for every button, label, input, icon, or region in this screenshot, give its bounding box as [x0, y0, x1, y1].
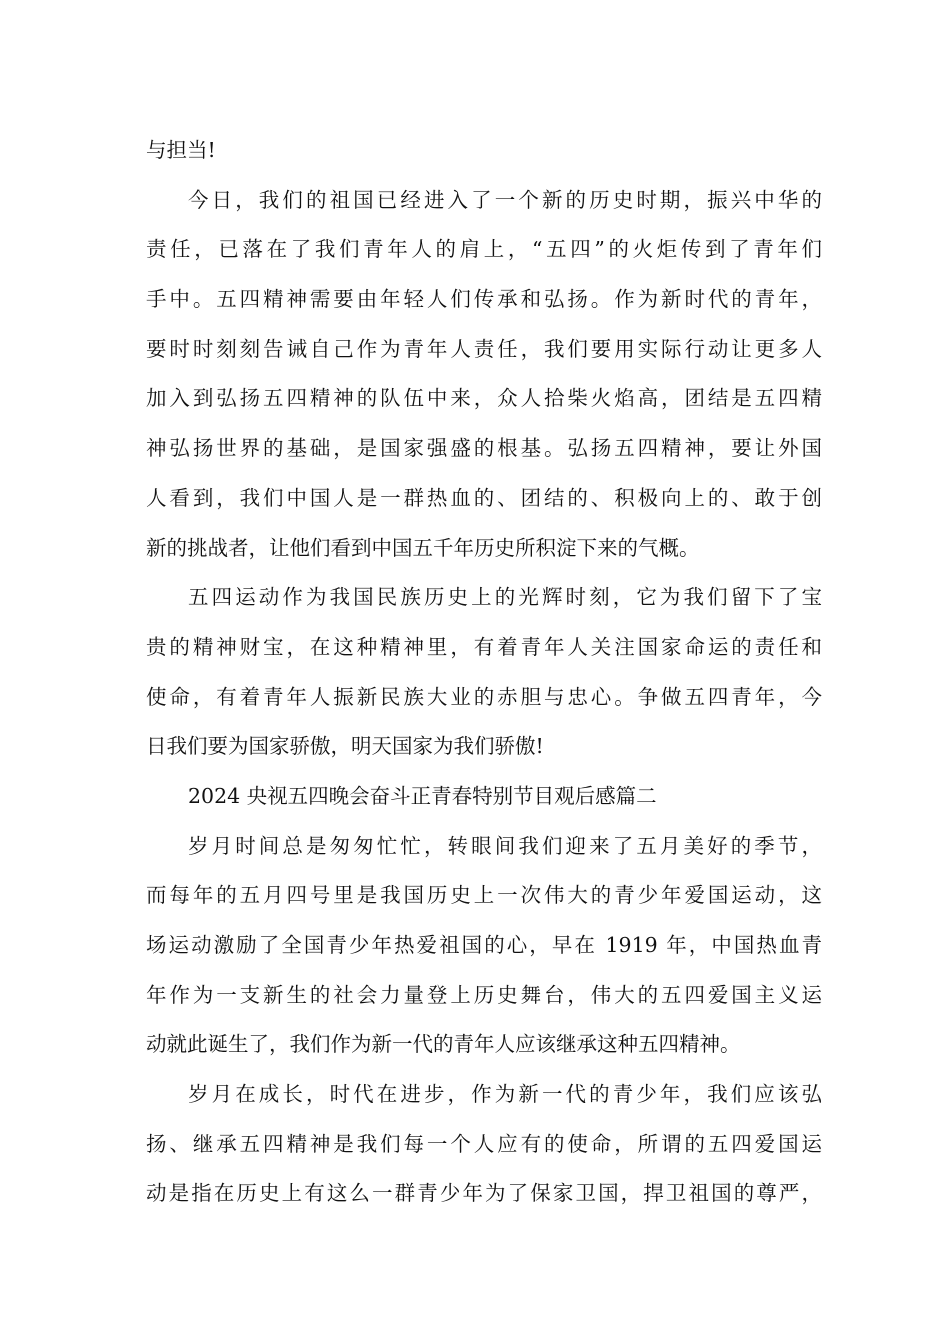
text-line: 日我们要为国家骄傲，明天国家为我们骄傲! — [146, 734, 544, 759]
text-line: 新的挑战者，让他们看到中国五千年历史所积淀下来的气概。 — [146, 535, 700, 560]
text-line: 动就此诞生了，我们作为新一代的青年人应该继承这种五四精神。 — [146, 1032, 741, 1057]
text-line: 手中。五四精神需要由年轻人们传承和弘扬。作为新时代的青年， — [146, 287, 822, 312]
paragraph-3 — [146, 573, 822, 772]
text-line: 神弘扬世界的基础，是国家强盛的根基。弘扬五四精神，要让外国 — [146, 436, 822, 461]
text-line: 扬、继承五四精神是我们每一个人应有的使命，所谓的五四爱国运 — [146, 1131, 822, 1156]
text-line: 岁月在成长，时代在进步，作为新一代的青少年，我们应该弘 — [188, 1082, 822, 1107]
text-line: 场运动激励了全国青少年热爱祖国的心，早在 1919 年，中国热血青 — [146, 933, 822, 957]
paragraph-4 — [146, 822, 822, 1070]
text-line: 五四运动作为我国民族历史上的光辉时刻，它为我们留下了宝 — [188, 585, 822, 610]
text-line: 岁月时间总是匆匆忙忙，转眼间我们迎来了五月美好的季节， — [188, 833, 822, 858]
paragraph-2 — [146, 176, 822, 574]
text-line: 今日，我们的祖国已经进入了一个新的历史时期，振兴中华的 — [188, 187, 822, 212]
paragraph-1 — [146, 126, 822, 176]
section-heading — [146, 772, 822, 822]
text-line: 加入到弘扬五四精神的队伍中来，众人拾柴火焰高，团结是五四精 — [146, 386, 822, 411]
text-line: 与担当! — [146, 138, 216, 162]
text-line: 年作为一支新生的社会力量登上历史舞台，伟大的五四爱国主义运 — [146, 982, 822, 1007]
text-line: 使命，有着青年人振新民族大业的赤胆与忠心。争做五四青年，今 — [146, 684, 822, 709]
text-line: 要时时刻刻告诫自己作为青年人责任，我们要用实际行动让更多人 — [146, 336, 822, 361]
document-page — [146, 126, 822, 1219]
text-line: 贵的精神财宝，在这种精神里，有着青年人关注国家命运的责任和 — [146, 634, 822, 659]
text-line: 而每年的五月四号里是我国历史上一次伟大的青少年爱国运动，这 — [146, 883, 822, 908]
text-line: 动是指在历史上有这么一群青少年为了保家卫国，捍卫祖国的尊严， — [146, 1181, 822, 1206]
text-line: 责任，已落在了我们青年人的肩上，“五四”的火炬传到了青年们 — [146, 237, 822, 262]
text-line: 人看到，我们中国人是一群热血的、团结的、积极向上的、敢于创 — [146, 485, 822, 510]
section-title: 2024 央视五四晚会奋斗正青春特别节目观后感篇二 — [188, 783, 657, 808]
paragraph-5 — [146, 1070, 822, 1219]
